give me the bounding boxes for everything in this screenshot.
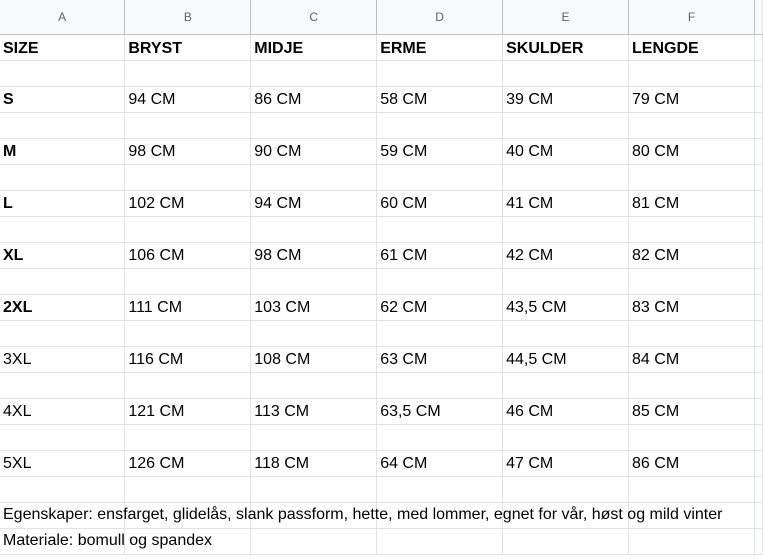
empty-cell[interactable] — [0, 476, 125, 502]
empty-cell[interactable] — [754, 528, 762, 554]
empty-cell[interactable] — [125, 320, 251, 346]
size-row — [0, 190, 763, 216]
empty-cell[interactable] — [0, 268, 125, 294]
empty-cell[interactable] — [503, 320, 629, 346]
empty-cell[interactable] — [503, 476, 629, 502]
empty-cell[interactable] — [629, 60, 755, 86]
empty-cell[interactable] — [377, 424, 503, 450]
empty-cell[interactable] — [629, 372, 755, 398]
measurement-cell[interactable]: 116 CM — [125, 346, 251, 372]
note-row — [0, 502, 763, 528]
empty-cell[interactable] — [251, 268, 377, 294]
features-cell[interactable] — [0, 502, 723, 528]
measurement-cell[interactable]: 63,5 CM — [377, 398, 503, 424]
measurement-cell[interactable]: 126 CM — [125, 450, 251, 476]
measurement-cell[interactable]: 106 CM — [125, 242, 251, 268]
empty-cell[interactable] — [0, 112, 125, 138]
empty-cell[interactable] — [251, 528, 377, 554]
empty-cell[interactable] — [125, 60, 251, 86]
empty-cell[interactable] — [377, 112, 503, 138]
measurement-cell[interactable]: 41 CM — [503, 190, 629, 216]
empty-cell[interactable] — [629, 320, 755, 346]
empty-cell[interactable] — [754, 34, 762, 60]
size-label-cell[interactable]: 3XL — [0, 346, 125, 372]
measurement-cell[interactable]: 62 CM — [377, 294, 503, 320]
empty-cell[interactable] — [629, 268, 755, 294]
empty-cell[interactable] — [754, 86, 762, 112]
empty-cell[interactable] — [251, 372, 377, 398]
empty-cell[interactable] — [125, 216, 251, 242]
empty-cell[interactable] — [754, 112, 762, 138]
empty-cell[interactable] — [377, 268, 503, 294]
column-header-d[interactable]: D — [377, 0, 503, 34]
empty-cell[interactable] — [503, 372, 629, 398]
measurement-cell[interactable]: 64 CM — [377, 450, 503, 476]
measurement-cell[interactable]: 111 CM — [125, 294, 251, 320]
empty-cell[interactable] — [629, 528, 755, 554]
empty-cell[interactable] — [503, 268, 629, 294]
empty-cell[interactable] — [0, 320, 125, 346]
empty-cell[interactable] — [377, 476, 503, 502]
size-label-cell[interactable]: S — [0, 86, 125, 112]
measurement-cell[interactable]: 94 CM — [125, 86, 251, 112]
empty-cell[interactable] — [503, 164, 629, 190]
spacer-row — [0, 476, 763, 502]
header-cell[interactable]: LENGDE — [629, 34, 755, 60]
empty-cell[interactable] — [125, 424, 251, 450]
measurement-cell[interactable]: 40 CM — [503, 138, 629, 164]
size-label-cell[interactable]: XL — [0, 242, 125, 268]
material-cell[interactable] — [0, 528, 213, 554]
header-cell[interactable]: BRYST — [125, 34, 251, 60]
empty-cell[interactable] — [377, 164, 503, 190]
empty-cell[interactable] — [754, 476, 762, 502]
measurement-cell[interactable]: 86 CM — [629, 450, 755, 476]
header-cell[interactable]: SKULDER — [503, 34, 629, 60]
column-header-e[interactable]: E — [503, 0, 629, 34]
measurement-cell[interactable]: 46 CM — [503, 398, 629, 424]
measurement-cell[interactable]: 61 CM — [377, 242, 503, 268]
measurement-cell[interactable]: 58 CM — [377, 86, 503, 112]
measurement-cell[interactable]: 79 CM — [629, 86, 755, 112]
empty-cell[interactable] — [251, 424, 377, 450]
size-row — [0, 450, 763, 476]
measurement-cell[interactable]: 102 CM — [125, 190, 251, 216]
empty-cell[interactable] — [629, 216, 755, 242]
empty-cell[interactable] — [125, 372, 251, 398]
empty-cell[interactable] — [754, 398, 762, 424]
empty-cell[interactable] — [377, 320, 503, 346]
empty-cell[interactable] — [629, 164, 755, 190]
measurement-cell[interactable]: 118 CM — [251, 450, 377, 476]
size-label-cell[interactable]: L — [0, 190, 125, 216]
material-text: Materiale: bomull og spandex — [3, 531, 213, 549]
empty-cell[interactable] — [125, 164, 251, 190]
empty-cell[interactable] — [125, 268, 251, 294]
measurement-cell[interactable]: 80 CM — [629, 138, 755, 164]
measurement-cell[interactable]: 84 CM — [629, 346, 755, 372]
empty-cell[interactable] — [377, 528, 503, 554]
empty-cell[interactable] — [754, 268, 762, 294]
empty-cell[interactable] — [503, 528, 629, 554]
empty-cell[interactable] — [503, 424, 629, 450]
empty-cell[interactable] — [251, 112, 377, 138]
empty-cell[interactable] — [754, 138, 762, 164]
column-header-a[interactable]: A — [0, 0, 125, 34]
measurement-cell[interactable]: 63 CM — [377, 346, 503, 372]
empty-cell[interactable] — [0, 372, 125, 398]
measurement-cell[interactable]: 103 CM — [251, 294, 377, 320]
empty-cell[interactable] — [251, 164, 377, 190]
size-label-cell[interactable]: 5XL — [0, 450, 125, 476]
header-cell[interactable]: SIZE — [0, 34, 125, 60]
empty-cell[interactable] — [754, 320, 762, 346]
empty-cell[interactable] — [754, 450, 762, 476]
size-row — [0, 86, 763, 112]
measurement-cell[interactable]: 113 CM — [251, 398, 377, 424]
empty-cell[interactable] — [629, 112, 755, 138]
empty-cell[interactable] — [125, 476, 251, 502]
measurement-cell[interactable]: 43,5 CM — [503, 294, 629, 320]
spacer-row — [0, 372, 763, 398]
measurement-cell[interactable]: 60 CM — [377, 190, 503, 216]
column-header-b[interactable]: B — [125, 0, 251, 34]
empty-cell[interactable] — [754, 294, 762, 320]
measurement-cell[interactable]: 42 CM — [503, 242, 629, 268]
empty-cell[interactable] — [377, 216, 503, 242]
column-header-c[interactable]: C — [251, 0, 377, 34]
spacer-row — [0, 164, 763, 190]
column-header-g[interactable] — [754, 0, 762, 34]
empty-cell[interactable] — [503, 112, 629, 138]
empty-cell[interactable] — [754, 372, 762, 398]
empty-cell[interactable] — [629, 424, 755, 450]
header-row — [0, 34, 763, 60]
header-cell[interactable]: ERME — [377, 34, 503, 60]
measurement-cell[interactable]: 90 CM — [251, 138, 377, 164]
empty-cell[interactable] — [503, 60, 629, 86]
column-header-f[interactable]: F — [629, 0, 755, 34]
spacer-row — [0, 320, 763, 346]
measurement-cell[interactable]: 98 CM — [251, 242, 377, 268]
measurement-cell[interactable]: 39 CM — [503, 86, 629, 112]
empty-cell[interactable] — [754, 164, 762, 190]
spacer-row — [0, 112, 763, 138]
header-cell[interactable]: MIDJE — [251, 34, 377, 60]
empty-cell[interactable] — [377, 372, 503, 398]
measurement-cell[interactable]: 94 CM — [251, 190, 377, 216]
empty-cell[interactable] — [251, 320, 377, 346]
empty-cell[interactable] — [125, 112, 251, 138]
size-label-cell[interactable]: 2XL — [0, 294, 125, 320]
empty-cell[interactable] — [377, 60, 503, 86]
measurement-cell[interactable]: 44,5 CM — [503, 346, 629, 372]
empty-cell[interactable] — [0, 60, 125, 86]
empty-cell[interactable] — [251, 476, 377, 502]
empty-cell[interactable] — [754, 346, 762, 372]
empty-cell[interactable] — [0, 424, 125, 450]
spacer-row — [0, 60, 763, 86]
size-row — [0, 294, 763, 320]
size-row — [0, 242, 763, 268]
empty-cell[interactable] — [503, 216, 629, 242]
measurement-cell[interactable]: 81 CM — [629, 190, 755, 216]
empty-cell[interactable] — [754, 216, 762, 242]
empty-cell[interactable] — [251, 216, 377, 242]
size-row — [0, 346, 763, 372]
spacer-row — [0, 424, 763, 450]
size-label-cell[interactable]: M — [0, 138, 125, 164]
size-row — [0, 138, 763, 164]
empty-cell[interactable] — [754, 502, 762, 528]
measurement-cell[interactable]: 82 CM — [629, 242, 755, 268]
spacer-row — [0, 268, 763, 294]
measurement-cell[interactable]: 98 CM — [125, 138, 251, 164]
measurement-cell[interactable]: 121 CM — [125, 398, 251, 424]
empty-cell[interactable] — [754, 424, 762, 450]
measurement-cell[interactable]: 86 CM — [251, 86, 377, 112]
empty-cell[interactable] — [754, 190, 762, 216]
empty-cell[interactable] — [629, 476, 755, 502]
measurement-cell[interactable]: 83 CM — [629, 294, 755, 320]
measurement-cell[interactable]: 108 CM — [251, 346, 377, 372]
empty-cell[interactable] — [754, 60, 762, 86]
spacer-row — [0, 216, 763, 242]
empty-cell[interactable] — [0, 164, 125, 190]
features-text: Egenskaper: ensfarget, glidelås, slank passform, hette, med lommer, egnet for vår, høst og mild vinter — [3, 505, 723, 523]
measurement-cell[interactable]: 47 CM — [503, 450, 629, 476]
empty-cell[interactable] — [0, 216, 125, 242]
empty-cell[interactable] — [251, 60, 377, 86]
measurement-cell[interactable]: 85 CM — [629, 398, 755, 424]
size-row — [0, 398, 763, 424]
note-row — [0, 528, 763, 554]
measurement-cell[interactable]: 59 CM — [377, 138, 503, 164]
empty-cell[interactable] — [754, 242, 762, 268]
size-label-cell[interactable]: 4XL — [0, 398, 125, 424]
